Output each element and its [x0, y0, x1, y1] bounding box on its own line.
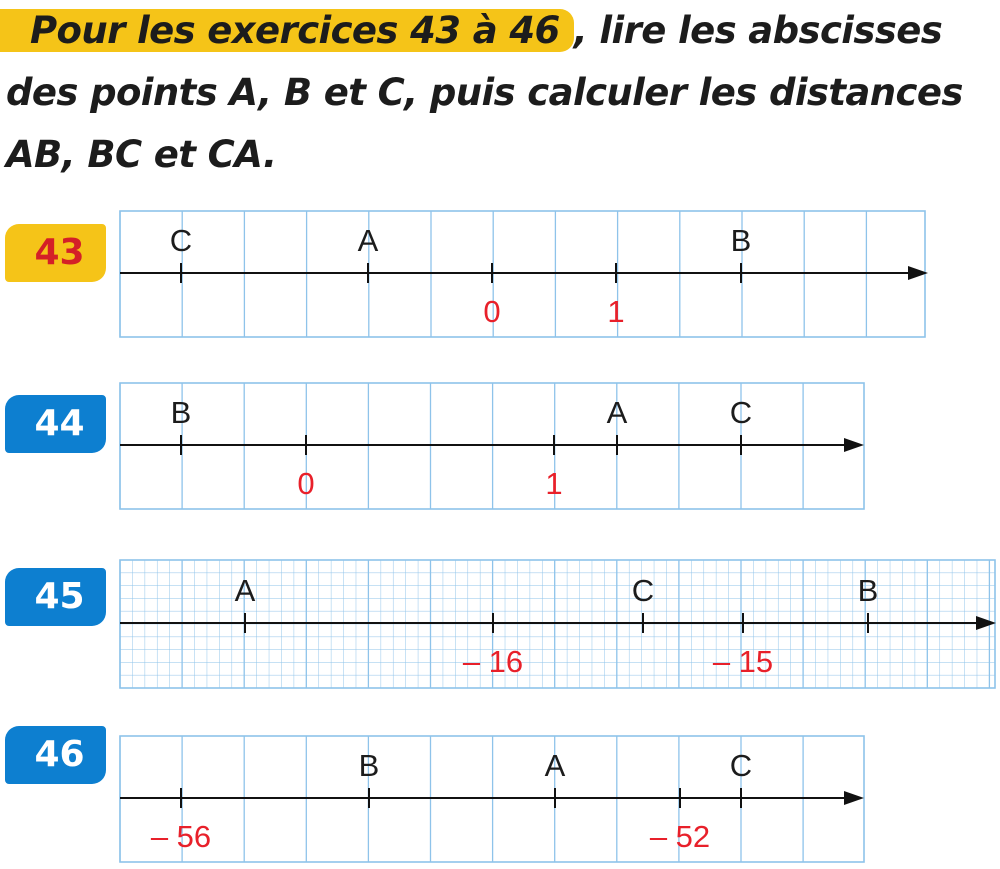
- point-label-b: B: [730, 223, 752, 258]
- number-line-46: [120, 736, 864, 862]
- number-line-44: [120, 383, 864, 509]
- instruction-part1: Pour les exercices: [30, 9, 411, 52]
- point-label-c: C: [631, 573, 655, 608]
- instruction-part2: à: [460, 9, 510, 52]
- axis-arrow: [844, 438, 864, 452]
- reference-label: – 56: [150, 819, 212, 854]
- axis-arrow: [844, 791, 864, 805]
- reference-label: – 52: [649, 819, 711, 854]
- point-label-a: A: [357, 223, 379, 258]
- axis-arrow: [976, 616, 996, 630]
- number-line-43: [120, 211, 928, 337]
- point-label-c: C: [169, 223, 193, 258]
- exercise-number-44: 44: [5, 395, 106, 453]
- instruction-ex-to: 46: [509, 9, 560, 52]
- instruction-ex-from: 43: [410, 9, 461, 52]
- point-label-b: B: [358, 748, 380, 783]
- number-line-45: [120, 560, 996, 688]
- reference-label: 1: [545, 466, 563, 501]
- reference-label: 0: [483, 294, 501, 329]
- reference-label: 0: [297, 466, 315, 501]
- point-label-a: A: [544, 748, 566, 783]
- exercise-number-45: 45: [5, 568, 106, 626]
- point-label-c: C: [729, 395, 753, 430]
- point-label-b: B: [857, 573, 879, 608]
- reference-label: – 16: [462, 644, 524, 679]
- instruction-part3: , lire les abscisses des points A, B et C, puis calculer les distances AB, BC et CA.: [6, 9, 963, 176]
- point-label-b: B: [170, 395, 192, 430]
- point-label-c: C: [729, 748, 753, 783]
- exercise-number-43: 43: [5, 224, 106, 282]
- point-label-a: A: [234, 573, 256, 608]
- exercise-number-46: 46: [5, 726, 106, 784]
- point-label-a: A: [606, 395, 628, 430]
- reference-label: – 15: [712, 644, 774, 679]
- reference-label: 1: [607, 294, 625, 329]
